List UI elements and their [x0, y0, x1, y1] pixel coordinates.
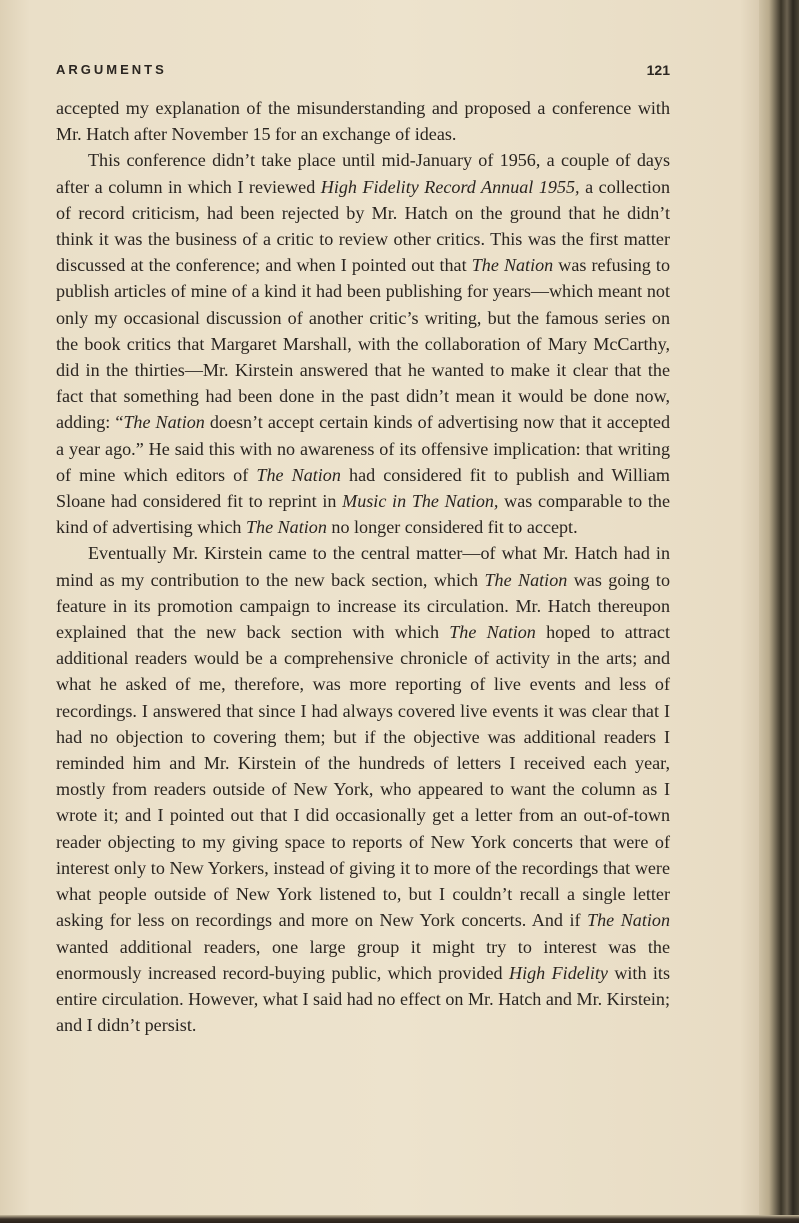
italic-title: The Nation	[123, 412, 205, 433]
text-run: with its entire circulation. However, what I said had no effect on Mr. Hatch and Mr. Kirstein; and I didn’t persist.	[56, 962, 671, 1036]
paragraph-1	[56, 95, 670, 147]
paragraph-2	[56, 147, 670, 540]
text-run: Eventually Mr. Kirstein came to the central matter—of what Mr. Hatch had in mind as my contribution to the new back section, which	[56, 543, 670, 590]
italic-title: The Nation	[449, 622, 536, 643]
text-run: was refusing to publish articles of mine of a kind it had been publishing for years—which meant not only my occasional discussion of another critic’s writing, but the famous series on the book critics that Margaret Marshall, with the collaboration of Mary McCarthy, did in the thirties—Mr. Kirstein answered that he wanted to make it clear that the fact that something had been done in the past didn’t mean it would be done now, adding: “	[56, 255, 670, 433]
italic-title: High Fidelity Record Annual 1955,	[320, 176, 580, 197]
book-spine-shadow	[759, 0, 799, 1223]
paragraph-3	[56, 540, 670, 1038]
italic-title: The Nation	[245, 517, 327, 538]
running-head: ARGUMENTS	[56, 62, 167, 77]
text-run: doesn’t accept certain kinds of advertising now that it accepted a year ago.” He said this with no awareness of its offensive implication: that writing of mine which editors of	[56, 412, 671, 485]
text-run: was going to feature in its promotion campaign to increase its circulation. Mr. Hatch thereupon explained that the new back section with which	[56, 569, 670, 643]
text-run: accepted my explanation of the misunderstanding and proposed a conference with Mr. Hatch after November 15 for an exchange of ideas.	[56, 98, 670, 145]
text-run: hoped to attract additional readers would be a comprehensive chronicle of activity in the arts; and what he asked of me, therefore, was more reporting of live events and less of recordings. I answered that since I had always covered live events it was clear that I had no objection to covering them; but if the objective was additional readers I reminded him and Mr. Kirstein of the hundreds of letters I received each year, mostly from readers outside of New York, who appeared to want the column as I wrote it; and I pointed out that I did occasionally get a letter from an out-of-town reader objecting to my giving space to reports of New York concerts that were of interest only to New Yorkers, instead of giving it to more of the recordings that were what people outside of New York listened to, but I couldn’t recall a single letter asking for less on recordings and more on New York concerts. And if	[56, 622, 670, 931]
text-run: was comparable to the kind of advertising which	[56, 491, 670, 538]
italic-title: The Nation	[484, 569, 568, 590]
italic-title: High Fidelity	[509, 962, 608, 983]
text-run: This conference didn’t take place until mid-January of 1956, a couple of days after a column in which I reviewed	[56, 150, 670, 197]
page-header	[56, 62, 670, 82]
body-text	[56, 95, 670, 1038]
italic-title: Music in The Nation,	[342, 491, 499, 512]
text-run: had considered fit to publish and William Sloane had considered fit to reprint in	[56, 464, 671, 512]
text-run: no longer considered fit to accept.	[326, 517, 578, 538]
italic-title: The Nation	[471, 255, 554, 276]
page-number: 121	[646, 62, 670, 78]
page-bottom-edge	[0, 1215, 799, 1223]
italic-title: The Nation	[256, 464, 341, 485]
italic-title: The Nation	[587, 910, 670, 931]
text-run: wanted additional readers, one large group it might try to interest was the enormously increased record-buying public, which provided	[56, 936, 670, 983]
text-run: a collection of record criticism, had been rejected by Mr. Hatch on the ground that he didn’t think it was the business of a critic to review other critics. This was the first matter discussed at the conference; and when I pointed out that	[56, 176, 671, 276]
